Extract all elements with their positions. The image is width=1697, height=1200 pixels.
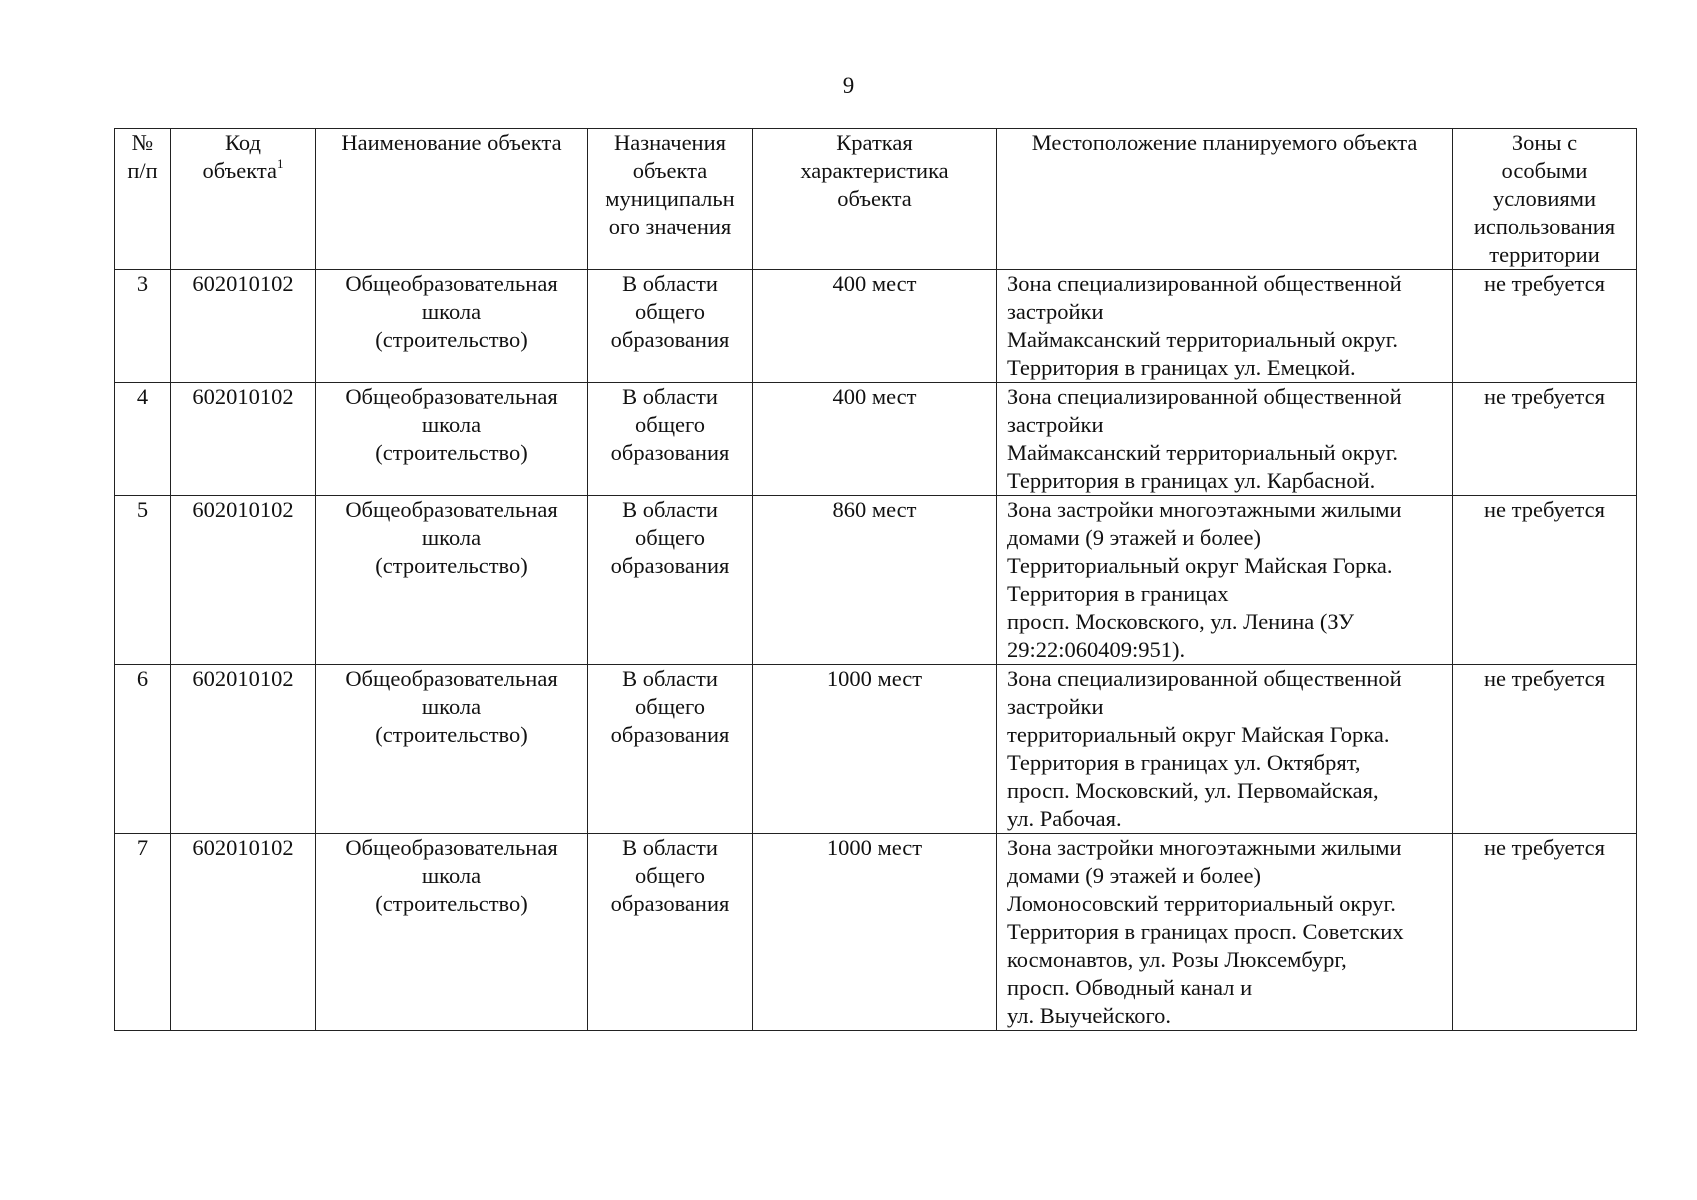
- page-number: 9: [842, 73, 855, 98]
- table-row: [115, 270, 1637, 383]
- cell-zones: не требуется: [1453, 834, 1637, 1031]
- cell-code: 602010102: [171, 383, 316, 496]
- cell-name: Общеобразовательная школа (строительство): [316, 270, 588, 383]
- header-location: Местоположение планируемого объекта: [997, 129, 1453, 270]
- cell-zones: не требуется: [1453, 665, 1637, 834]
- cell-name: Общеобразовательная школа (строительство): [316, 665, 588, 834]
- cell-location: Зона застройки многоэтажными жилыми домами (9 этажей и более) Ломоносовский территориальный округ. Территория в границах просп. Советских космонавтов, ул. Розы Люксембург, просп. Обводный канал и ул. Выучейского.: [997, 834, 1453, 1031]
- cell-characteristic: 400 мест: [753, 270, 997, 383]
- cell-zones: не требуется: [1453, 270, 1637, 383]
- table-header-row: [115, 129, 1637, 270]
- header-code: [171, 129, 316, 270]
- header-num: № п/п: [115, 129, 171, 270]
- cell-num: 3: [115, 270, 171, 383]
- header-purpose: Назначения объекта муниципальн ого значения: [588, 129, 753, 270]
- header-code-label: Код объекта: [202, 130, 277, 183]
- cell-purpose: В области общего образования: [588, 383, 753, 496]
- cell-zones: не требуется: [1453, 496, 1637, 665]
- cell-characteristic: 1000 мест: [753, 665, 997, 834]
- cell-code: 602010102: [171, 270, 316, 383]
- table-row: [115, 496, 1637, 665]
- cell-characteristic: 1000 мест: [753, 834, 997, 1031]
- cell-purpose: В области общего образования: [588, 270, 753, 383]
- cell-purpose: В области общего образования: [588, 834, 753, 1031]
- table-row: [115, 834, 1637, 1031]
- cell-name: Общеобразовательная школа (строительство): [316, 496, 588, 665]
- cell-code: 602010102: [171, 665, 316, 834]
- planned-objects-table: [114, 128, 1637, 1031]
- cell-location: Зона специализированной общественной застройки территориальный округ Майская Горка. Территория в границах ул. Октябрят, просп. Московский, ул. Первомайская, ул. Рабочая.: [997, 665, 1453, 834]
- cell-zones: не требуется: [1453, 383, 1637, 496]
- cell-num: 4: [115, 383, 171, 496]
- table-row: [115, 383, 1637, 496]
- cell-name: Общеобразовательная школа (строительство): [316, 834, 588, 1031]
- cell-location: Зона специализированной общественной застройки Маймаксанский территориальный округ. Территория в границах ул. Емецкой.: [997, 270, 1453, 383]
- header-name: Наименование объекта: [316, 129, 588, 270]
- cell-characteristic: 400 мест: [753, 383, 997, 496]
- cell-num: 6: [115, 665, 171, 834]
- cell-purpose: В области общего образования: [588, 496, 753, 665]
- cell-characteristic: 860 мест: [753, 496, 997, 665]
- cell-num: 5: [115, 496, 171, 665]
- cell-num: 7: [115, 834, 171, 1031]
- cell-location: Зона застройки многоэтажными жилыми домами (9 этажей и более) Территориальный округ Майская Горка. Территория в границах просп. Московского, ул. Ленина (ЗУ 29:22:060409:951).: [997, 496, 1453, 665]
- table-row: [115, 665, 1637, 834]
- cell-code: 602010102: [171, 834, 316, 1031]
- header-characteristic: Краткая характеристика объекта: [753, 129, 997, 270]
- cell-purpose: В области общего образования: [588, 665, 753, 834]
- header-code-footnote: 1: [277, 155, 284, 171]
- header-zones: Зоны с особыми условиями использования территории: [1453, 129, 1637, 270]
- cell-location: Зона специализированной общественной застройки Маймаксанский территориальный округ. Территория в границах ул. Карбасной.: [997, 383, 1453, 496]
- cell-name: Общеобразовательная школа (строительство): [316, 383, 588, 496]
- cell-code: 602010102: [171, 496, 316, 665]
